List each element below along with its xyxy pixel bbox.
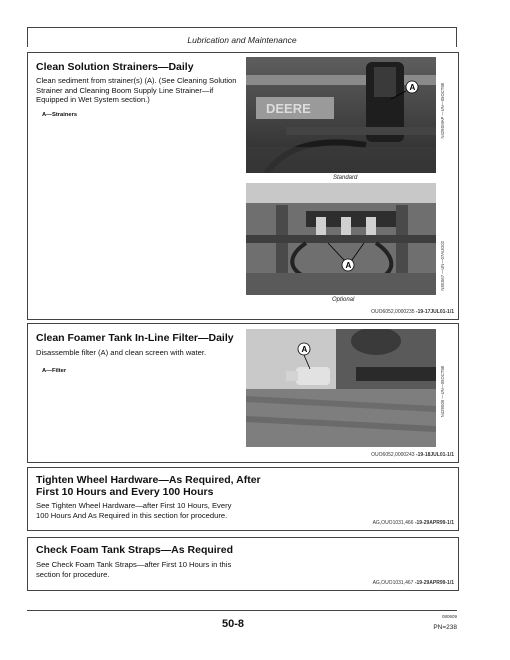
section-clean-foamer-filter xyxy=(27,323,459,463)
section-title: Clean Foamer Tank In-Line Filter—Daily xyxy=(36,332,234,344)
callout-legend: A—Strainers xyxy=(42,112,78,118)
strainer-photo-standard xyxy=(246,57,436,173)
photo-callout-label: A xyxy=(409,83,416,92)
section-id-prefix: AG,OUO1031,466 xyxy=(372,520,414,526)
section-body: See Check Foam Tank Straps—after First 10 Hours in this section for procedure. xyxy=(36,560,232,579)
section-check-foam-tank-straps xyxy=(27,537,459,591)
section-id xyxy=(371,309,454,315)
section-id-prefix: AG,OUO1031,467 xyxy=(372,580,414,586)
footer-rule xyxy=(27,610,457,611)
section-id xyxy=(371,452,454,458)
photo-callout-label: A xyxy=(301,345,308,354)
figure-code: N429S05 —UN—05OCT98 xyxy=(440,366,445,418)
section-title: Tighten Wheel Hardware—As Required, After First 10 Hours and Every 100 Hours xyxy=(36,474,261,498)
page-header: Lubrication and Maintenance xyxy=(187,35,297,45)
section-id-date: -19-17JUL01-1/1 xyxy=(415,309,454,315)
section-body: See Tighten Wheel Hardware—after First 10 Hours, Every 100 Hours And As Required in this section for procedure. xyxy=(36,501,232,520)
page-number: 50-8 xyxy=(222,618,245,630)
foamer-filter-photo xyxy=(246,329,436,447)
figure-code: N429SMAP —UN—05OCT98 xyxy=(440,83,445,139)
section-id-prefix: OUO6052,0000235 xyxy=(371,309,415,315)
section-tighten-wheel-hardware xyxy=(27,467,459,531)
section-id xyxy=(373,580,454,586)
section-id-date: -19-29APR99-1/1 xyxy=(414,580,454,586)
section-id-date: -19-18JUL01-1/1 xyxy=(415,452,454,458)
section-clean-solution-strainers xyxy=(27,52,459,320)
photo-callout-label: A xyxy=(345,261,352,270)
figure-caption: Standard xyxy=(333,175,358,181)
section-id xyxy=(373,520,454,526)
section-title: Clean Solution Strainers—Daily xyxy=(36,61,194,73)
footer-date-code: 080609 xyxy=(441,614,457,619)
callout-legend: A—Filter xyxy=(42,368,67,374)
section-body: Clean sediment from strainer(s) (A). (See Cleaning Solution Strainer and Cleaning Boom Supply Line Strainer—if Equipped in Wet System section.) xyxy=(36,76,237,104)
figure-code: N8SS67 —UN—07AUG02 xyxy=(440,241,445,291)
figure-caption: Optional xyxy=(332,297,355,303)
footer-pn: PN=238 xyxy=(433,624,457,631)
strainer-photo-optional xyxy=(246,183,436,295)
section-id-prefix: OUO6052,0000243 xyxy=(371,452,415,458)
svg-text:DEERE: DEERE xyxy=(266,101,311,116)
section-id-date: -19-29APR99-1/1 xyxy=(414,520,454,526)
section-body: Disassemble filter (A) and clean screen with water. xyxy=(36,348,207,357)
section-title: Check Foam Tank Straps—As Required xyxy=(36,544,234,556)
header-rule xyxy=(27,27,457,28)
